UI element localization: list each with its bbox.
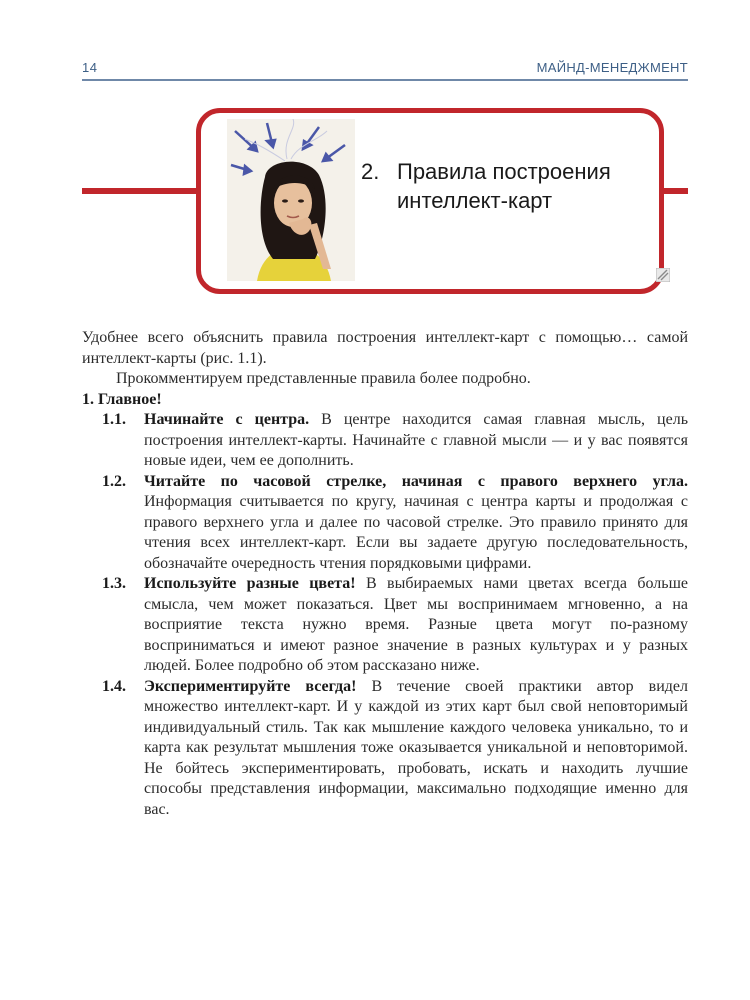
chapter-title-frame bbox=[196, 108, 664, 294]
rule-number: 1.3. bbox=[102, 575, 126, 592]
woman-thinking-photo bbox=[227, 119, 355, 281]
rule-number: 1.4. bbox=[102, 677, 126, 695]
chapter-title-line-1: Правила построения bbox=[397, 159, 611, 184]
intro-paragraph: Удобнее всего объяснить правила построения интеллект-карт с помощью… самой интеллект-карты (рис. 1.1). bbox=[82, 329, 688, 367]
page-number: 14 bbox=[82, 60, 98, 75]
rule-text: В центре находится самая главная мысль, цель построения интеллект-карты. Начинайте с главной мысли — и у вас появятся новые идеи, чем ее дополнить. bbox=[144, 411, 689, 469]
rule-item bbox=[82, 574, 688, 677]
main-text bbox=[82, 328, 688, 820]
rule-item bbox=[82, 410, 688, 472]
rule-title: Читайте по часовой стрелке, начиная с правого верхнего угла. bbox=[144, 472, 688, 490]
corner-mark-icon bbox=[656, 268, 670, 282]
chapter-number: 2. bbox=[361, 159, 380, 184]
rule-title: Начинайте с центра. bbox=[144, 411, 310, 428]
chapter-title-line-2: интеллект-карт bbox=[397, 188, 553, 213]
rule-number: 1.1. bbox=[102, 411, 126, 428]
rule-item bbox=[82, 677, 688, 821]
section-heading: 1. Главное! bbox=[82, 390, 162, 408]
chapter-title bbox=[361, 157, 611, 215]
running-head: МАЙНД-МЕНЕДЖМЕНТ bbox=[536, 60, 688, 75]
header-rule bbox=[82, 79, 688, 81]
rule-number: 1.2. bbox=[102, 472, 126, 490]
rule-text: В течение своей практики автор видел множество интеллект-карт. И у каждой из этих карт был свой неповторимый индивидуальный стиль. Так как мышление каждого человека уникально, то и карта как результат мышления тоже оказывается уникальной и неповторимой. Не бойтесь экспериментировать, пробовать, искать и находить лучшие способы представления информации, максимально подходящие именно для вас. bbox=[144, 677, 688, 818]
rule-text: В выбираемых нами цветах всегда больше смысла, чем может показаться. Цвет мы воспринимаем мгновенно, а на восприятие текста нужно время. Разные цвета могут по-разному восприниматься и имеют разное значение в разных культурах и у разных людей. Более подробно об этом рассказано ниже. bbox=[144, 575, 688, 674]
rule-title: Экспериментируйте всегда! bbox=[144, 677, 357, 695]
rule-title: Используйте разные цвета! bbox=[144, 575, 356, 592]
comment-paragraph: Прокомментируем представленные правила более подробно. bbox=[116, 370, 531, 387]
rule-item bbox=[82, 472, 688, 575]
rule-text: Информация считывается по кругу, начиная с центра карты и продолжая с правого верхнего угла и далее по часовой стрелке. Это правило принято для чтения всех интеллект-карт. Если вы задаете другую последовательность, обозначайте очередность чтения порядковыми цифрами. bbox=[144, 493, 688, 572]
